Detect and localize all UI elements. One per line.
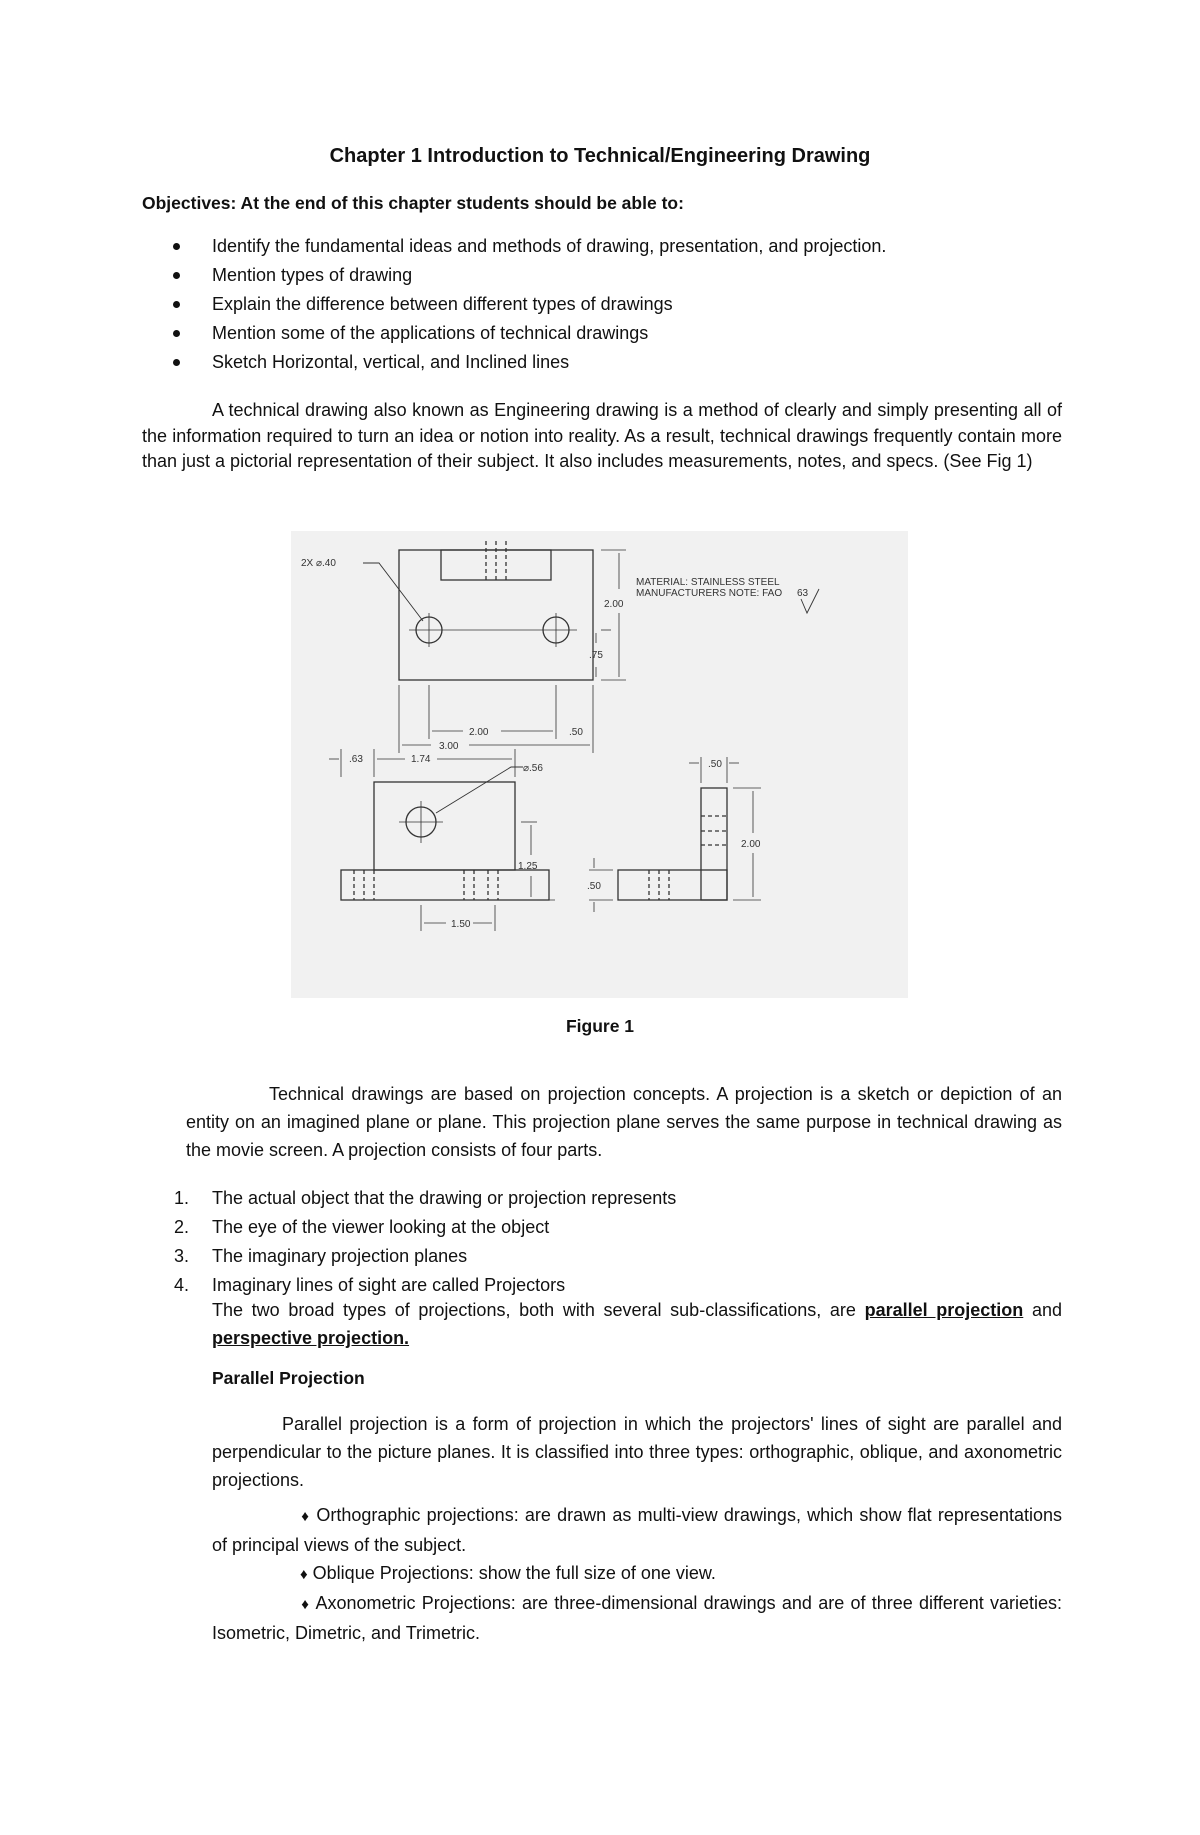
projection-subtypes — [212, 1501, 1062, 1647]
side-view-upright — [701, 788, 727, 900]
svg-text:2.00: 2.00 — [469, 727, 489, 738]
list-item: Explain the difference between different types of drawings — [142, 290, 886, 319]
svg-text:.63: .63 — [349, 754, 363, 765]
list-item: 3. The imaginary projection planes — [174, 1246, 468, 1266]
projection-types-paragraph: The two broad types of projections, both with several sub-classifications, are parallel projection and perspective projection. — [212, 1300, 1062, 1348]
svg-text:1.74: 1.74 — [411, 754, 431, 765]
list-item: 2. The eye of the viewer looking at the object — [174, 1217, 550, 1237]
svg-text:1.25: 1.25 — [518, 861, 538, 872]
objectives-list — [142, 232, 886, 377]
figure-caption: Figure 1 — [565, 1016, 635, 1036]
svg-text:⌀.56: ⌀.56 — [523, 763, 543, 774]
svg-text:2.00: 2.00 — [741, 839, 761, 850]
hole-callout: 2X ⌀.40 — [301, 558, 336, 569]
svg-text:.50: .50 — [708, 759, 722, 770]
finish-mark: 63 — [797, 588, 809, 599]
page-title: Chapter 1 Introduction to Technical/Engineering Drawing — [329, 145, 871, 167]
section-heading-parallel: Parallel Projection — [212, 1368, 365, 1388]
svg-text:3.00: 3.00 — [439, 741, 459, 752]
diamond-bullet-icon: ♦ — [300, 1596, 311, 1613]
diamond-bullet-icon: ♦ — [300, 1566, 308, 1583]
projection-paragraph: Technical drawings are based on projection concepts. A projection is a sketch or depiction of an entity on an imagined plane or plane. This projection plane serves the same purpose in technical drawing as the movie screen. A projection consists of four parts. — [186, 1084, 1062, 1160]
list-item: ♦ Axonometric Projections: are three-dimensional drawings and are of three different varieties: Isometric, Dimetric, and Trimetric. — [212, 1593, 1063, 1643]
side-view-base — [618, 870, 727, 900]
diamond-bullet-icon: ♦ — [300, 1508, 311, 1525]
material-note: MATERIAL: STAINLESS STEEL — [636, 577, 780, 588]
list-item: Mention types of drawing — [142, 261, 886, 290]
objectives-heading: Objectives: At the end of this chapter students should be able to: — [142, 193, 684, 213]
list-item: 1. The actual object that the drawing or projection represents — [174, 1188, 677, 1208]
list-item: 4. Imaginary lines of sight are called Projectors — [174, 1275, 566, 1295]
list-item: Mention some of the applications of technical drawings — [142, 319, 886, 348]
svg-text:.50: .50 — [587, 881, 601, 892]
list-item: Sketch Horizontal, vertical, and Inclined lines — [142, 348, 886, 377]
intro-paragraph: A technical drawing also known as Engineering drawing is a method of clearly and simply presenting all of the information required to turn an idea or notion into reality. As a result, technical drawings frequently contain more than just a pictorial representation of their subject. It also includes measurements, notes, and specs. (See Fig 1) — [142, 400, 1062, 471]
list-item: Identify the fundamental ideas and methods of drawing, presentation, and projection. — [142, 232, 886, 261]
svg-text:1.50: 1.50 — [451, 919, 471, 930]
parallel-projection-link[interactable]: parallel projection — [864, 1300, 1024, 1320]
front-view-upright — [374, 782, 515, 870]
list-item: ♦ Oblique Projections: show the full size of one view. — [300, 1563, 716, 1583]
svg-text:2.00: 2.00 — [604, 599, 624, 610]
parallel-paragraph: Parallel projection is a form of projection in which the projectors' lines of sight are parallel and perpendicular to the picture planes. It is classified into three types: orthographic, oblique, and axonometric projections. — [212, 1414, 1062, 1490]
svg-text:.75: .75 — [589, 650, 603, 661]
projection-parts-list — [174, 1184, 676, 1300]
list-item: ♦ Orthographic projections: are drawn as multi-view drawings, which show flat representations of principal views of the subject. — [212, 1505, 1062, 1555]
manufacturers-note: MANUFACTURERS NOTE: FAO — [636, 588, 783, 599]
svg-text:.50: .50 — [569, 727, 583, 738]
figure-1-drawing — [291, 531, 908, 998]
perspective-projection-link[interactable]: perspective projection. — [212, 1328, 410, 1348]
front-view-base — [341, 870, 549, 900]
